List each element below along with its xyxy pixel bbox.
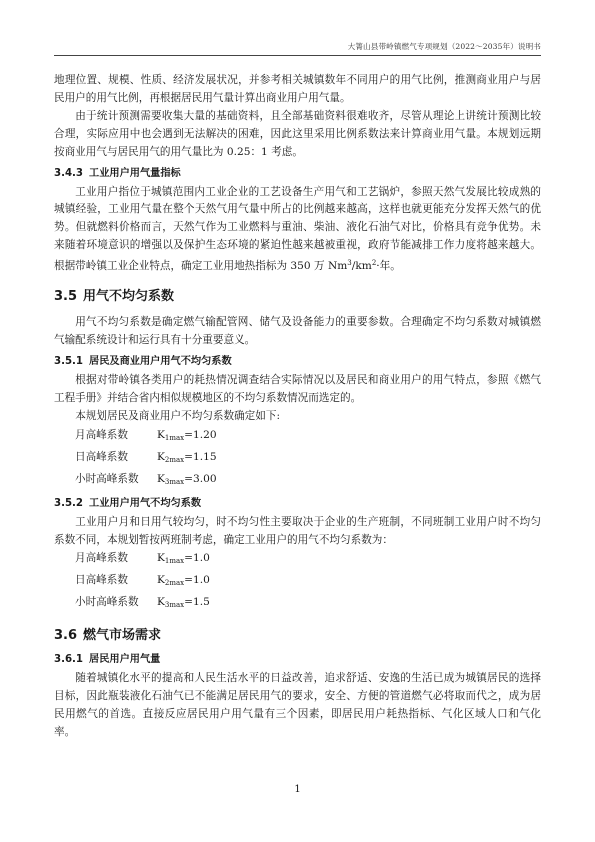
coefficient-row: 小时高峰系数 $K_{3max}=1.5$: [75, 596, 210, 610]
paragraph: 根据对带岭镇各类用户的耗热情况调查结合实际情况以及居民和商业用户的用气特点，参照《燃气工程手册》并结合省内相似规模地区的不均匀系数情况而选定的。: [54, 373, 541, 404]
paragraph: 随着城镇化水平的提高和人民生活水平的日益改善，追求舒适、安逸的生活已成为城镇居民的选择目标，因此瓶装液化石油气已不能满足居民用气的要求，安全、方便的管道燃气必将取而代之，成为居民用燃气的首选。直接反应居民用户用气量有三个因素，即居民用户耗热指标、气化区域人口和气化率。: [54, 672, 541, 739]
coefficient-row: 小时高峰系数 $K_{3max}=3.00$: [75, 472, 217, 486]
coefficient-row: 月高峰系数 $K_{1max}=1.20$: [75, 428, 217, 442]
paragraph: 工业用户指位于城镇范围内工业企业的工艺设备生产用气和工艺锅炉，参照天然气发展比较成熟的城镇经验，工业用气量在整个天然气用气量中所占的比例越来越高，这样也就更能充分发挥天然气的优势。但就燃料价格而言，天然气作为工业燃料与重油、柴油、液化石油气对比，价格具有竞争优势。未来随着环境意识的增强以及保护生态环境的紧迫性越来越被重视，政府节能减排工作力度将越来越大。根据带岭镇工业企业特点，确定工业用地热指标为 350 万 $Nm^3/km^2\cdot$年。: [54, 185, 541, 273]
section-heading-3-5-2: 3.5.2 工业用户用气不均匀系数: [54, 497, 202, 509]
paragraph: 工业用户月和日用气较均匀，时不均匀性主要取决于企业的生产班制，不同班制工业用户时不均匀系数不同，本规划暂按两班制考虑，确定工业用户的用气不均匀系数为：: [54, 515, 541, 546]
running-header: 大箐山县带岭镇燃气专项规划（2022～2035年）说明书: [347, 42, 541, 51]
section-heading-3-5-1: 3.5.1 居民及商业用户用气不均匀系数: [54, 355, 232, 367]
section-heading-3-6: 3.6 燃气市场需求: [54, 628, 162, 644]
header-rule: [54, 55, 541, 56]
page-number: 1: [294, 784, 301, 795]
paragraph: 用气不均匀系数是确定燃气输配管网、储气及设备能力的重要参数。合理确定不均匀系数对城镇燃气输配系统设计和运行具有十分重要意义。: [54, 316, 541, 346]
coefficient-row: 日高峰系数 $K_{2max}=1.15$: [75, 450, 217, 464]
paragraph: 地理位置、规模、性质、经济发展状况，并参考相关城镇数年不同用户的用气比例，推测商业用户与居民用户的用气比例，再根据居民用气量计算出商业用户用气量。: [54, 74, 541, 104]
paragraph: 由于统计预测需要收集大量的基础资料，且全部基础资料很难收齐，尽管从理论上讲统计预测比较合理，实际应用中也会遇到无法解决的困难，因此这里采用比例系数法来计算商业用气量。本规划远期按商业用气与居民用气的用气量比为 0.25：1 考虑。: [54, 109, 541, 158]
section-heading-3-4-3: 3.4.3 工业用户用气量指标: [54, 167, 181, 179]
coefficient-row: 日高峰系数 $K_{2max}=1.0$: [75, 574, 210, 588]
section-heading-3-5: 3.5 用气不均匀系数: [54, 289, 175, 305]
section-heading-3-6-1: 3.6.1 居民用户用气量: [54, 654, 161, 666]
document-body: [54, 72, 541, 742]
coefficient-row: 月高峰系数 $K_{1max}=1.0$: [75, 552, 210, 566]
paragraph: 本规划居民及商业用户不均匀系数确定如下:: [75, 409, 281, 422]
